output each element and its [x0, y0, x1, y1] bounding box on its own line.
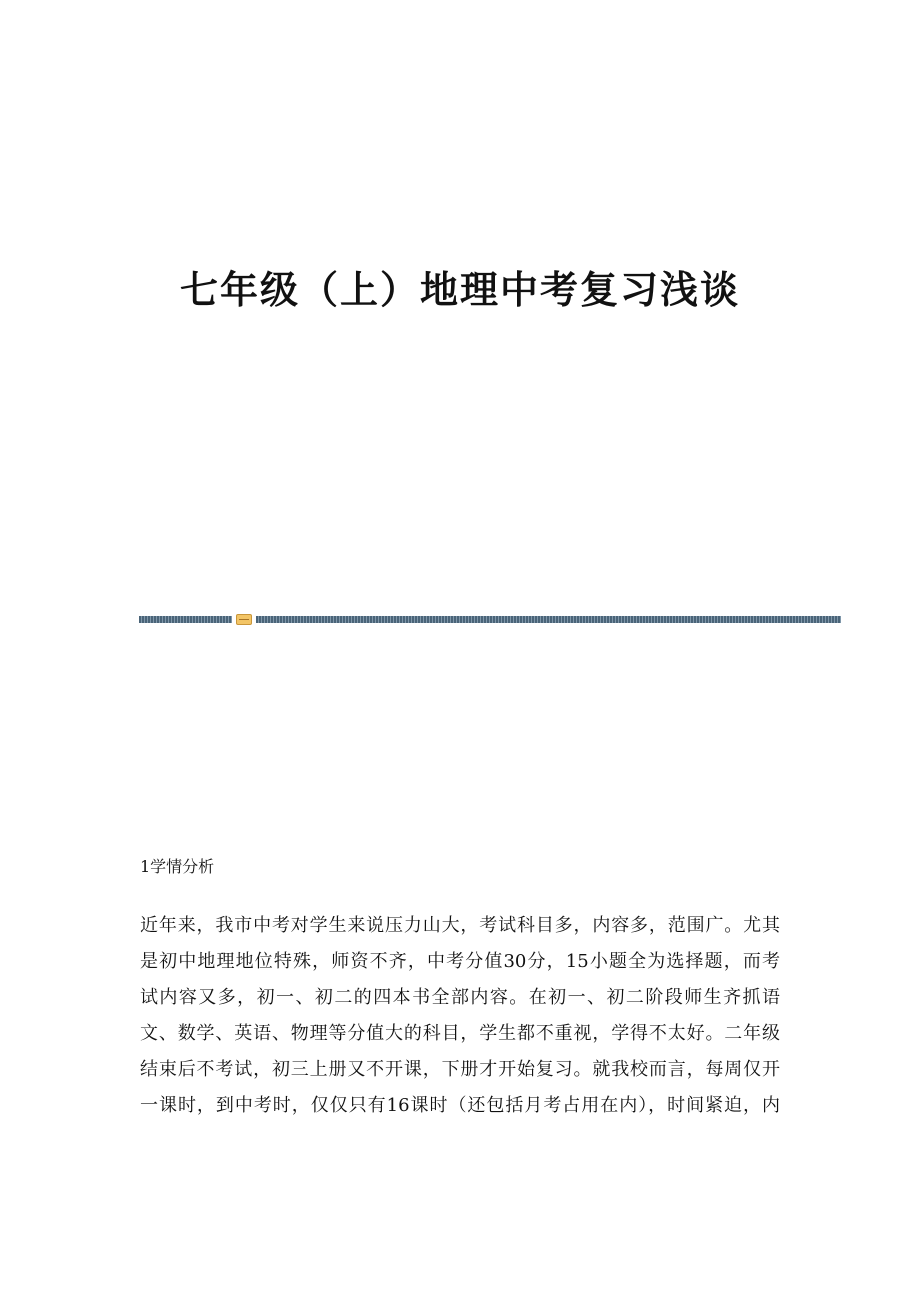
body-line: 近年来，我市中考对学生来说压力山大，考试科目多，内容多，范围广。尤其: [140, 915, 780, 936]
body-line: 试内容又多，初一、初二的四本书全部内容。在初一、初二阶段师生齐抓语: [140, 987, 780, 1008]
page-title: 七年级（上）地理中考复习浅谈: [179, 267, 740, 312]
body-line: 文、数学、英语、物理等分值大的科目，学生都不重视，学得不太好。二年级: [140, 1023, 780, 1044]
divider-bar-right: [256, 616, 841, 623]
body-line: 一课时，到中考时，仅仅只有16课时（还包括月考占用在内），时间紧迫，内: [140, 1095, 780, 1116]
body-paragraph: [140, 908, 780, 1124]
title-divider: [139, 614, 841, 626]
body-line: 结束后不考试，初三上册又不开课，下册才开始复习。就我校而言，每周仅开: [140, 1059, 780, 1080]
divider-bar-left: [139, 616, 232, 623]
section-heading: 1学情分析: [140, 857, 215, 876]
divider-ornament-icon: [236, 614, 252, 625]
body-line: 是初中地理地位特殊，师资不齐，中考分值30分，15小题全为选择题，而考: [140, 951, 780, 972]
